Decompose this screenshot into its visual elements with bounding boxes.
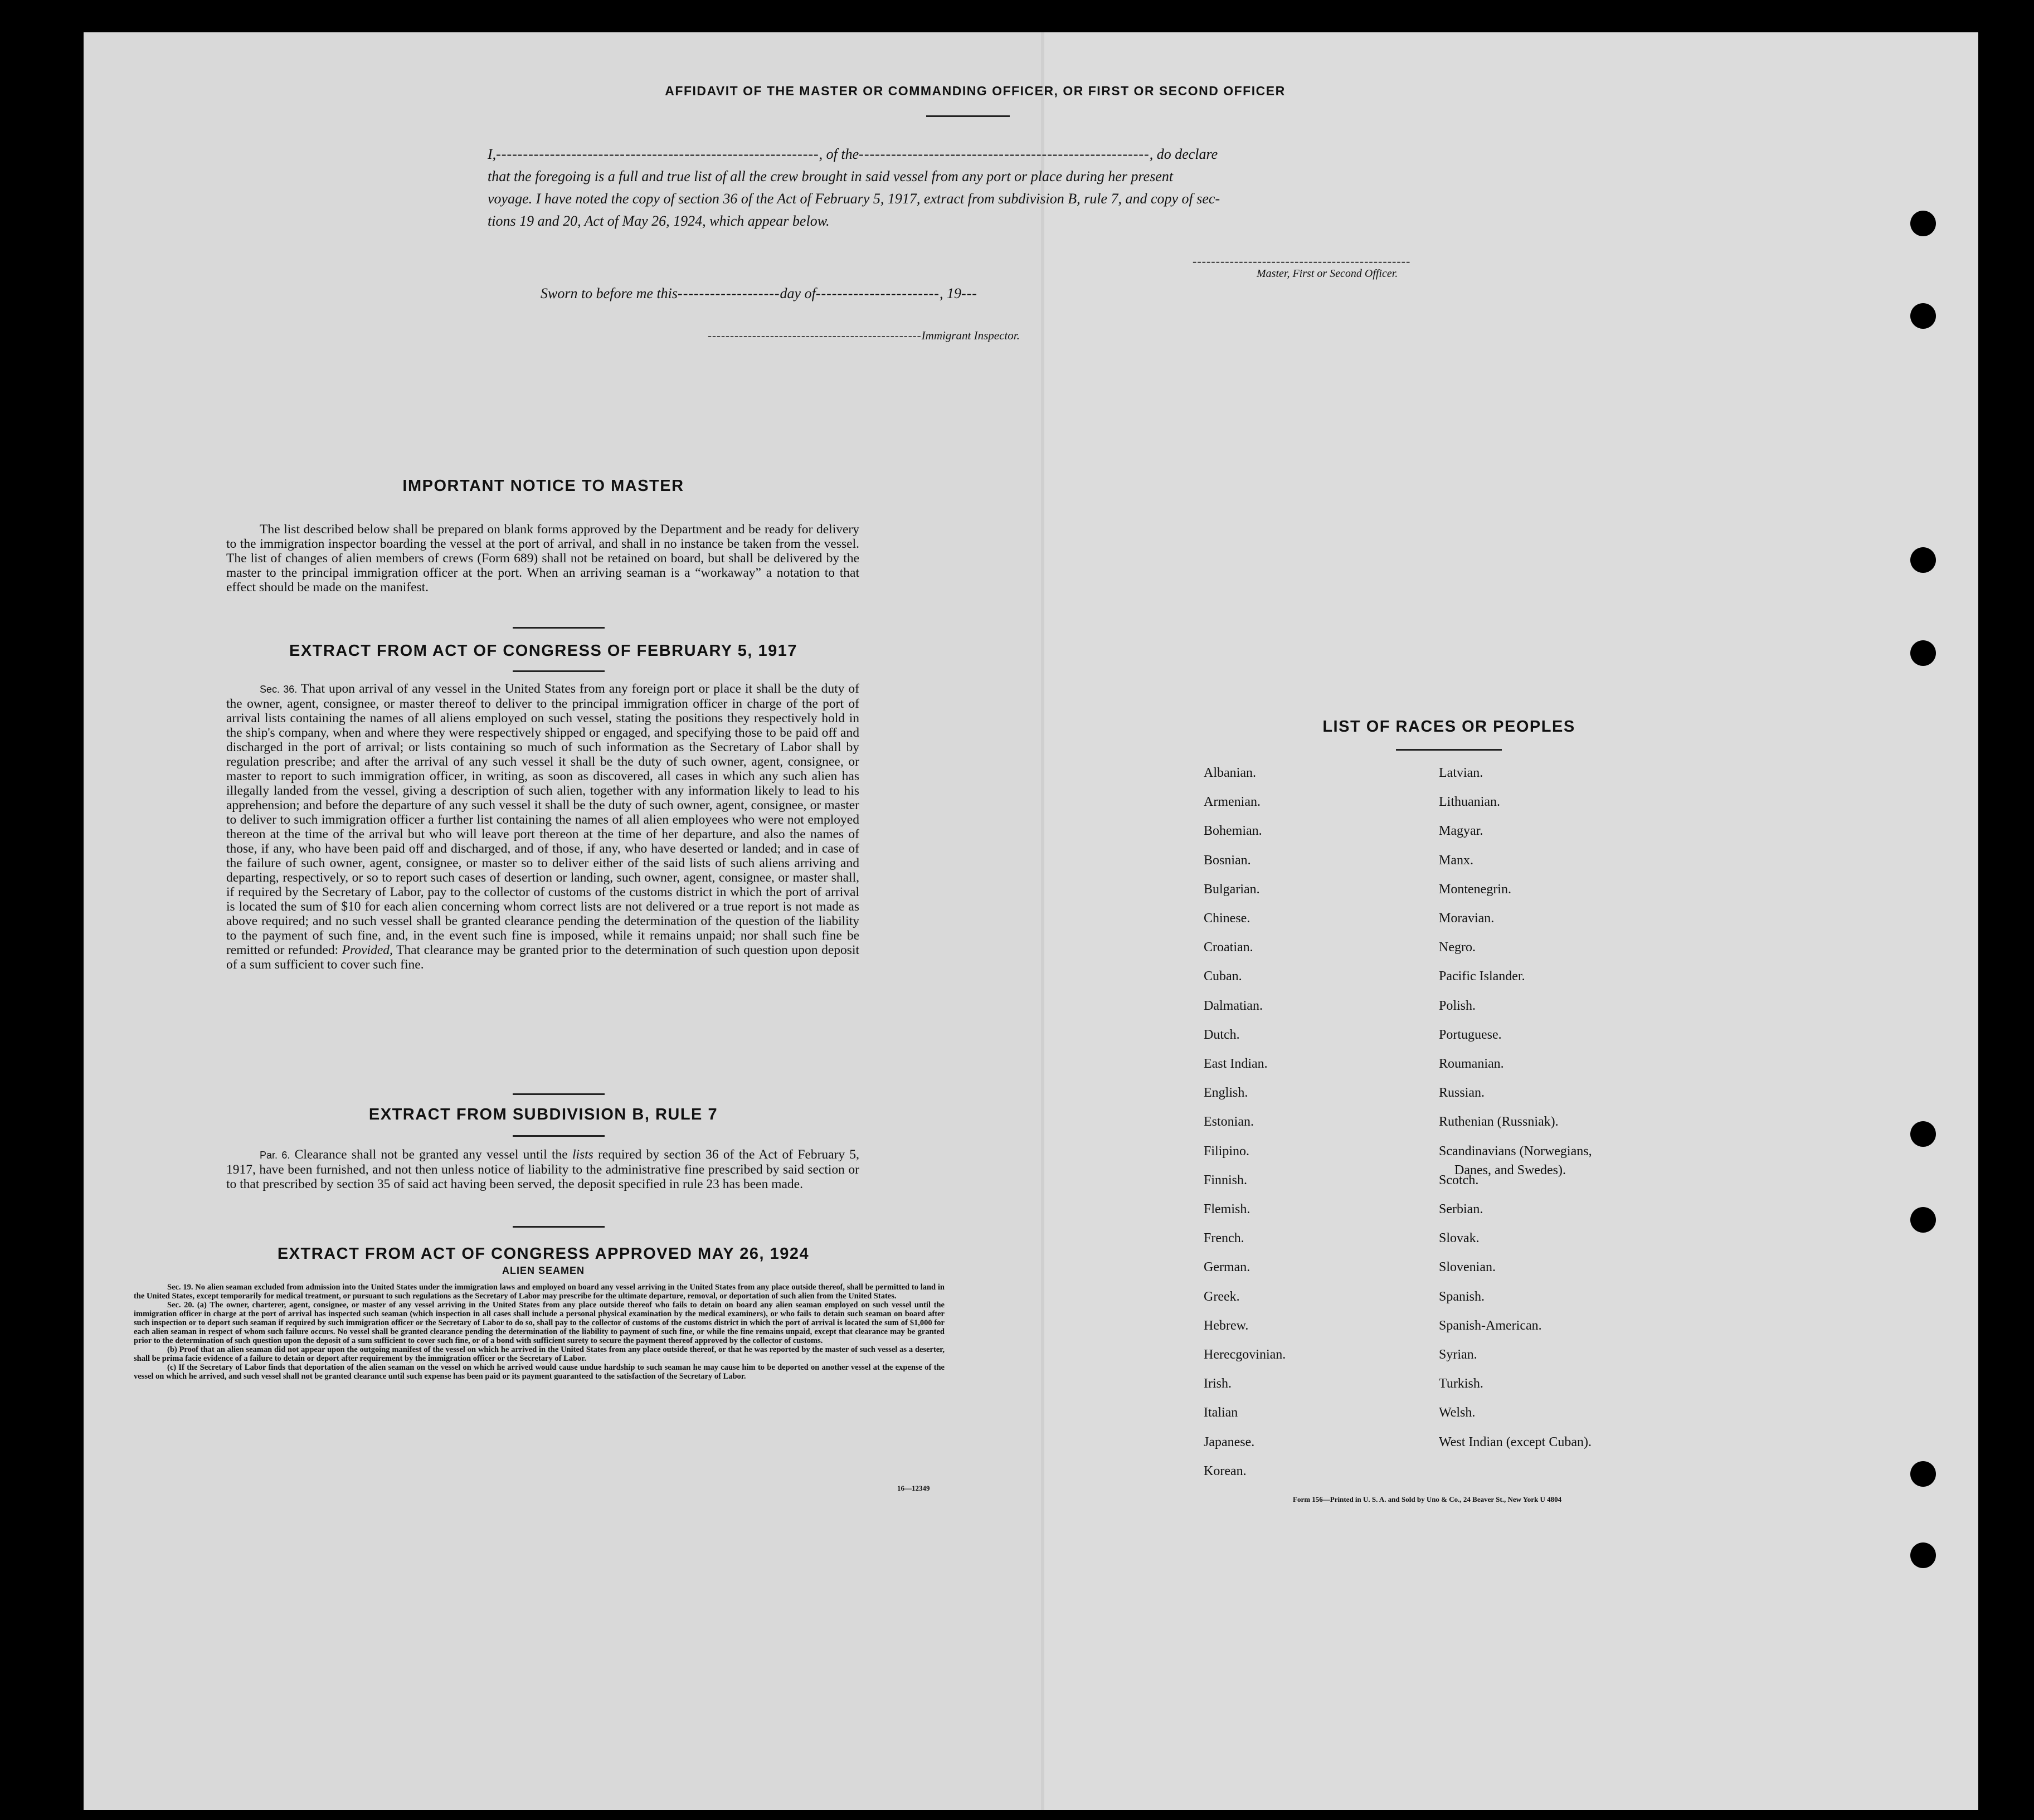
- binding-hole: [1910, 1207, 1936, 1233]
- race-item: Slovenian.: [1439, 1260, 1496, 1275]
- race-item: Spanish-American.: [1439, 1318, 1542, 1333]
- par-6-rule: [513, 1226, 605, 1228]
- sec-20-b: (b) Proof that an alien seaman did not appear upon the outgoing manifest of the vessel on which he arrived in the United States from any place outside thereof, or that he was reported by the master of such vessel as a deserter, shall be prima facie evidence of a failure to detain or deport after requirement by the immigration officer or the Secretary of Labor.: [134, 1345, 945, 1363]
- race-item-continuation: Danes, and Swedes).: [1454, 1163, 1566, 1177]
- center-fold: [1041, 32, 1044, 1810]
- race-item: Japanese.: [1204, 1434, 1255, 1449]
- race-item: Irish.: [1204, 1376, 1232, 1391]
- race-item: Moravian.: [1439, 911, 1495, 926]
- affidavit-declare: , do declare: [1149, 146, 1218, 162]
- race-item: Pacific Islander.: [1439, 969, 1525, 984]
- race-item: Dalmatian.: [1204, 998, 1263, 1013]
- sec-36-body: That upon arrival of any vessel in the United States from any foreign port or place it shall be the duty of the owner, agent, consignee, or master thereof to deliver to the principal immigration officer in charge of the port of arrival lists containing the names of all aliens employed on such vessel, stating the positions they respectively hold in the ship's company, when and where they were respectively shipped or engaged, and specifying those to be paid off and discharged in the port of arrival; or lists containing so much of such information as the Secretary of Labor shall by regulation prescribe; and after the arrival of any such vessel it shall be the duty of such owner, agent, consignee, or master to report to such immigration officer, in writing, as soon as discovered, all cases in which any such alien has illegally landed from the vessel, giving a description of such alien, together with any information likely to lead to his apprehension; and before the departure of any such vessel it shall be the duty of such owner, agent, consignee, or master to deliver to such immigration officer a further list containing the names of all alien employees who were not employed thereon at the time of the arrival but who will leave port thereon at the time of her departure, and also the names of those, if any, who have been paid off and discharged, and of those, if any, who have deserted or landed; and in case of the failure of such owner, agent, consignee, or master so to deliver either of the said lists of such aliens arriving and departing, respectively, or so to report such cases of desertion or landing, such owner, agent, consignee, or master shall, if required by the Secretary of Labor, pay to the collector of customs of the customs district in which the port of arrival is located the sum of $10 for each alien concerning whom correct lists are not delivered or a true report is not made as above required; and no such vessel shall be granted clearance pending the determination of the question of the liability to the payment of such fine, and, in the event such fine is imposed, while it remains unpaid; nor shall such fine be remitted or refunded:: [226, 682, 860, 957]
- race-item: Slovak.: [1439, 1231, 1480, 1246]
- extract-1924-title: EXTRACT FROM ACT OF CONGRESS APPROVED MAY 26, 1924: [277, 1245, 810, 1263]
- sec-19: Sec. 19. No alien seaman excluded from admission into the United States under the immigration laws and employed on board any vessel arriving in the United States from any place outside thereof, shall be permitted to land in the United States, except temporarily for medical treatment, or pursuant to such regulations as the Secretary of Labor may prescribe for the ultimate departure, removal, or deportation of such alien from the United States.: [134, 1283, 945, 1301]
- sec-36-text: [226, 682, 859, 972]
- sec-20-c: (c) If the Secretary of Labor finds that deportation of the alien seaman on the vessel on which he arrived would cause undue hardship to such seaman he may cause him to be deported on another vessel at the expense of the vessel on which he arrived, and such vessel shall not be granted clearance until such expense has been paid or its payment guaranteed to the satisfaction of the Secretary of Labor.: [134, 1363, 945, 1381]
- year-blank[interactable]: ---: [961, 285, 977, 301]
- sworn-line: [541, 285, 977, 302]
- race-item: Portuguese.: [1439, 1027, 1502, 1042]
- sworn-year: , 19: [939, 285, 961, 301]
- race-item: East Indian.: [1204, 1057, 1268, 1071]
- race-item: Roumanian.: [1439, 1057, 1504, 1071]
- race-item: Scandinavians (Norwegians,: [1439, 1143, 1592, 1159]
- month-blank[interactable]: -----------------------: [815, 285, 940, 301]
- race-item: Italian: [1204, 1405, 1238, 1420]
- form-code: 16—12349: [897, 1484, 930, 1492]
- affidavit-title: AFFIDAVIT OF THE MASTER OR COMMANDING OFFICER, OR FIRST OR SECOND OFFICER: [665, 84, 1286, 98]
- officer-label: Master, First or Second Officer.: [1257, 267, 1398, 280]
- notice-rule: [513, 627, 605, 629]
- par-6-label: Par. 6.: [260, 1150, 290, 1161]
- provided-word: Provided,: [342, 943, 393, 957]
- sec-36-body-end: That clearance may be granted prior to the determination of such question upon deposit of a sum sufficient to cover such fine.: [226, 943, 860, 972]
- inspector-line: [708, 329, 1020, 343]
- race-item: Bulgarian.: [1204, 882, 1260, 897]
- race-item: Scotch.: [1439, 1172, 1479, 1188]
- sec-36-rule: [513, 1093, 605, 1095]
- affidavit-of-the: , of the: [819, 146, 859, 162]
- document-sheet-right-half: [1042, 32, 1978, 1810]
- race-item: Turkish.: [1439, 1376, 1483, 1391]
- race-item: Lithuanian.: [1439, 795, 1500, 810]
- sec-36-label: Sec. 36.: [260, 684, 298, 695]
- race-item: French.: [1204, 1231, 1244, 1246]
- race-item: Korean.: [1204, 1463, 1247, 1478]
- alien-seamen-subtitle: ALIEN SEAMEN: [502, 1265, 585, 1276]
- affidavit-rule: [926, 115, 1010, 117]
- affidavit-text-line2: that the foregoing is a full and true list of all the crew brought in said vessel from any port or place during her present: [488, 168, 1174, 184]
- affidavit-text-line3: voyage. I have noted the copy of section 36 of the Act of February 5, 1917, extract from subdivision B, rule 7, and copy of sec-: [488, 191, 1220, 207]
- sworn-prefix: Sworn to before me this: [541, 285, 678, 301]
- race-item: Syrian.: [1439, 1347, 1477, 1362]
- race-item: Serbian.: [1439, 1202, 1483, 1216]
- par-6-body: Clearance shall not be granted any vessel until the: [294, 1147, 568, 1162]
- name-blank[interactable]: ------------------------------------------------------------: [496, 146, 819, 162]
- lists-word: lists: [572, 1147, 593, 1162]
- race-item: West Indian (except Cuban).: [1439, 1434, 1592, 1449]
- vessel-blank[interactable]: ------------------------------------------------------: [859, 146, 1150, 162]
- binding-hole: [1910, 211, 1936, 236]
- race-item: Flemish.: [1204, 1202, 1250, 1216]
- affidavit-declaration-line: [488, 146, 1535, 163]
- sec-19-20-block: [134, 1283, 945, 1381]
- race-item: Estonian.: [1204, 1115, 1254, 1130]
- race-item: Greek.: [1204, 1289, 1240, 1304]
- race-item: Manx.: [1439, 853, 1473, 868]
- notice-body: The list described below shall be prepared on blank forms approved by the Department and be ready for delivery to the immigration inspector boarding the vessel at the port of arrival, and shall in no instance be taken from the vessel. The list of changes of alien members of crews (Form 689) shall not be retained on board, but shall be delivered by the master to the principal immigration officer at the port. When an arriving seaman is a “workaway” a notation to that effect should be made on the manifest.: [226, 522, 859, 595]
- binding-hole: [1910, 640, 1936, 666]
- printer-footer: Form 156—Printed in U. S. A. and Sold by Uno & Co., 24 Beaver St., New York U 4804: [1293, 1495, 1562, 1503]
- subdivision-rule: [513, 1135, 605, 1137]
- race-item: Albanian.: [1204, 766, 1256, 780]
- race-item: Dutch.: [1204, 1027, 1240, 1042]
- race-item: Latvian.: [1439, 766, 1483, 780]
- race-item: Montenegrin.: [1439, 882, 1511, 897]
- sec-20-a: Sec. 20. (a) The owner, charterer, agent, consignee, or master of any vessel arriving in the United States from any place outside thereof who fails to detain on board any alien seaman employed on such vessel until the immigration officer in charge at the port of arrival has inspected such seaman (which inspection in all cases shall include a personal physical examination by the medical examiners), or who fails to detain such seaman on board after such inspection or to deport such seaman if required by such immigration officer or the Secretary of Labor to do so, shall pay to the collector of customs of the customs district in which the port of arrival is located the sum of $1,000 for each alien seaman in respect of whom such failure occurs. No vessel shall be granted clearance pending the determination of the liability to payment of such fine, or while the fine remains unpaid, except that clearance may be granted prior to the determination of such question upon the deposit of a sum sufficient to cover such fine, or of a bond with sufficient surety to secure the payment thereof approved by the collector of customs.: [134, 1301, 945, 1345]
- race-item: Filipino.: [1204, 1143, 1250, 1159]
- race-item: Croatian.: [1204, 940, 1253, 955]
- binding-hole: [1910, 1121, 1936, 1147]
- race-item: German.: [1204, 1260, 1250, 1275]
- race-item: Bosnian.: [1204, 853, 1251, 868]
- par-6-body-end: required by section 36 of the Act of February 5, 1917, have been furnished, and not then unless notice of liability to the administrative fine prescribed by said section or to that prescribed by section 35 of said act having been served, the deposit specified in rule 23 has been made.: [226, 1147, 860, 1191]
- race-item: Ruthenian (Russniak).: [1439, 1115, 1559, 1130]
- race-item: Hebrew.: [1204, 1318, 1249, 1333]
- races-title: LIST OF RACES OR PEOPLES: [1322, 718, 1575, 736]
- race-item: Russian.: [1439, 1086, 1485, 1101]
- notice-title: IMPORTANT NOTICE TO MASTER: [402, 477, 684, 495]
- binding-hole: [1910, 1461, 1936, 1487]
- race-item: Welsh.: [1439, 1405, 1476, 1420]
- race-item: Bohemian.: [1204, 824, 1262, 839]
- race-item: Armenian.: [1204, 795, 1261, 810]
- day-blank[interactable]: -------------------: [678, 285, 780, 301]
- binding-hole: [1910, 303, 1936, 329]
- inspector-label: Immigrant Inspector.: [921, 329, 1020, 342]
- binding-hole: [1910, 547, 1936, 573]
- extract-1917-title: EXTRACT FROM ACT OF CONGRESS OF FEBRUARY 5, 1917: [289, 642, 798, 660]
- races-rule: [1396, 749, 1502, 751]
- race-item: Spanish.: [1439, 1289, 1485, 1304]
- race-item: Negro.: [1439, 940, 1476, 955]
- subdivision-title: EXTRACT FROM SUBDIVISION B, RULE 7: [368, 1106, 718, 1123]
- race-item: English.: [1204, 1086, 1248, 1101]
- inspector-blank[interactable]: ------------------------------------------------: [708, 329, 922, 342]
- extract-1917-rule: [513, 670, 605, 672]
- sworn-day: day of: [780, 285, 816, 301]
- race-item: Finnish.: [1204, 1172, 1248, 1188]
- race-item: Magyar.: [1439, 824, 1483, 839]
- affidavit-text-line4: tions 19 and 20, Act of May 26, 1924, which appear below.: [488, 213, 830, 229]
- binding-hole: [1910, 1542, 1936, 1568]
- race-item: Chinese.: [1204, 911, 1250, 926]
- race-item: Herecgovinian.: [1204, 1347, 1286, 1362]
- officer-signature-line[interactable]: -----------------------------------------------: [1193, 254, 1411, 268]
- race-item: Cuban.: [1204, 969, 1242, 984]
- par-6-text: [226, 1147, 859, 1191]
- affidavit-i: I,: [488, 146, 497, 162]
- race-item: Polish.: [1439, 998, 1476, 1013]
